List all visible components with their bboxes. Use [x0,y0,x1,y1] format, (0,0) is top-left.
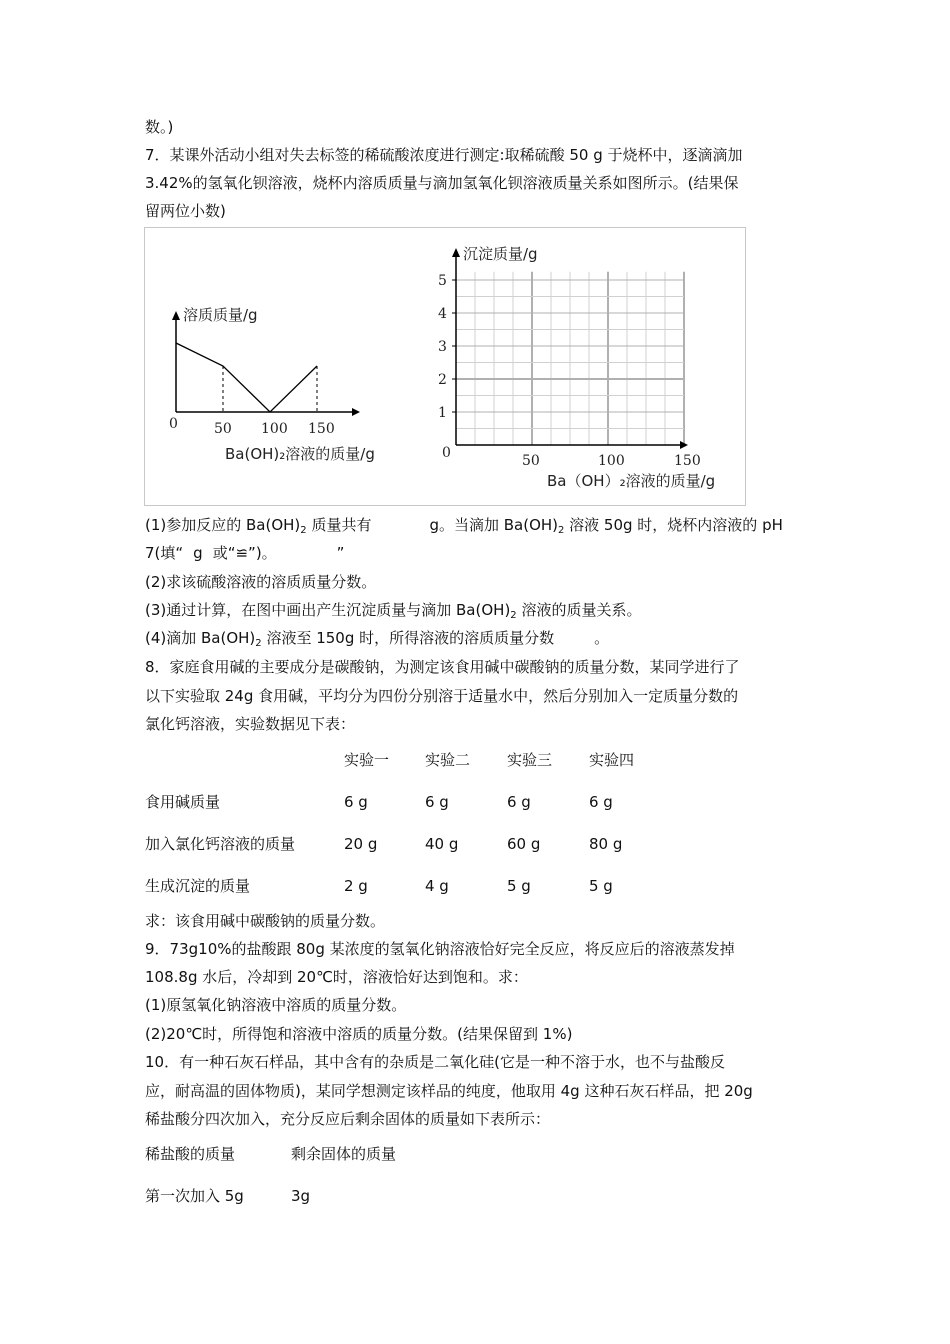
q10-line-3: 稀盐酸分四次加入，充分反应后剩余固体的质量如下表所示： [145,1110,551,1128]
q7-part1-text-e: 7(填“ [145,544,184,562]
left-xlabel: Ba(OH)₂溶液的质量/g [225,445,375,463]
q7-figure [144,227,746,506]
q7-part4 [145,628,609,654]
q8-cell: 80 g [589,835,623,853]
q9-part2: (2)20℃时，所得饱和溶液中溶质的质量分数。(结果保留到 1%) [145,1025,573,1043]
q7-part1-text-b: 质量共有 [306,516,372,534]
right-y-tick-label: 3 [438,339,447,355]
q8-cell: 6 g [589,793,613,811]
q7-part3 [145,600,641,626]
chart-precipitate-mass [438,245,715,490]
right-y-tick-label: 1 [438,405,447,421]
q7-part1-text-d: 溶液 50g 时，烧杯内溶液的 pH [564,516,783,534]
q7-line-3: 留两位小数) [145,202,226,220]
q10-line-1: 10．有一种石灰石样品，其中含有的杂质是二氧化硅(它是一种不溶于水，也不与盐酸反 [145,1053,725,1071]
left-y-arrow [172,311,180,320]
chart-solute-mass [169,306,375,463]
q7-part4-text-b: 溶液至 150g 时，所得溶液的溶质质量分数 [261,629,555,647]
q8-cell: 40 g [425,835,459,853]
q7-part1-line2 [145,543,344,563]
q10-row-label: 第一次加入 5g [145,1187,244,1205]
left-x-tick-label: 50 [214,421,232,437]
q7-part4-text-c: 。 [594,629,610,647]
right-y-tick-label: 2 [438,372,447,388]
right-ylabel: 沉淀质量/g [463,245,538,263]
q8-ask: 求：该食用碱中碳酸钠的质量分数。 [145,912,386,930]
q7-part1-text-g: 或“≌”)。 [212,544,277,562]
q8-row-label: 加入氯化钙溶液的质量 [145,835,296,853]
q8-header-1: 实验一 [344,751,390,769]
q9-line-2: 108.8g 水后，冷却到 20℃时，溶液恰好达到饱和。求： [145,968,528,986]
q7-part1-text-c: g。当滴加 Ba(OH) [429,516,559,534]
subscript-2: 2 [510,610,517,621]
q8-cell: 6 g [507,793,531,811]
left-origin-label: 0 [169,416,178,432]
q8-cell: 5 g [589,877,613,895]
q8-cell: 2 g [344,877,368,895]
subscript-2: 2 [300,525,307,536]
prev-question-end: 数。) [145,118,174,136]
subscript-2: 2 [558,525,565,536]
q7-part1-text-h: ” [336,544,345,562]
q9-line-1: 9．73g10%的盐酸跟 80g 某浓度的氢氧化钠溶液恰好完全反应，将反应后的溶液蒸发掉 [145,940,735,958]
q8-row-label: 食用碱质量 [145,793,221,811]
q8-cell: 5 g [507,877,531,895]
q7-part3-text-a: (3)通过计算，在图中画出产生沉淀质量与滴加 Ba(OH) [145,601,511,619]
q8-line-1: 8．家庭食用碱的主要成分是碳酸钠，为测定该食用碱中碳酸钠的质量分数，某同学进行了 [145,658,740,676]
q10-line-2: 应，耐高温的固体物质)，某同学想测定该样品的纯度，他取用 4g 这种石灰石样品，把 20g [145,1082,753,1100]
q8-cell: 6 g [425,793,449,811]
left-x-arrow [352,408,360,416]
q8-cell: 6 g [344,793,368,811]
right-y-tick-label: 4 [438,306,447,322]
q7-part2: (2)求该硫酸溶液的溶质质量分数。 [145,573,377,591]
q10-cell: 3g [291,1187,311,1205]
right-x-tick-label: 50 [522,453,540,469]
q7-part1-text-f: g [193,544,203,562]
q8-row-label: 生成沉淀的质量 [145,877,251,895]
subscript-2: 2 [255,638,262,649]
q10-header-1: 稀盐酸的质量 [145,1145,236,1163]
left-ylabel: 溶质质量/g [183,306,258,324]
q9-part1: (1)原氢氧化钠溶液中溶质的质量分数。 [145,996,407,1014]
q7-part3-text-b: 溶液的质量关系。 [516,601,642,619]
left-x-tick-label: 150 [308,421,335,437]
right-y-tick-label: 5 [438,273,447,289]
q8-cell: 60 g [507,835,541,853]
q7-line-1: 7．某课外活动小组对失去标签的稀硫酸浓度进行测定:取稀硫酸 50 g 于烧杯中，逐滴滴加 [145,146,743,164]
q7-part1-text-a: (1)参加反应的 Ba(OH) [145,516,301,534]
q7-figure-svg [145,228,747,507]
right-origin-label: 0 [442,445,451,461]
q8-line-3: 氯化钙溶液，实验数据见下表： [145,715,356,733]
q8-cell: 4 g [425,877,449,895]
q7-part4-text-a: (4)滴加 Ba(OH) [145,629,256,647]
right-x-tick-label: 150 [674,453,701,469]
q8-header-2: 实验二 [425,751,471,769]
right-xlabel: Ba（OH）₂溶液的质量/g [547,472,716,490]
left-series-line [176,343,317,412]
q7-line-2: 3.42%的氢氧化钡溶液，烧杯内溶质质量与滴加氢氧化钡溶液质量关系如图所示。(结果保 [145,174,739,192]
right-y-arrow [452,248,460,257]
q7-part1-line1 [145,515,783,541]
q8-line-2: 以下实验取 24g 食用碱，平均分为四份分别溶于适量水中，然后分别加入一定质量分数的 [145,687,739,705]
q8-cell: 20 g [344,835,378,853]
q8-header-3: 实验三 [507,751,553,769]
q10-header-2: 剩余固体的质量 [291,1145,397,1163]
right-x-tick-label: 100 [598,453,625,469]
q8-header-4: 实验四 [589,751,635,769]
left-x-tick-label: 100 [261,421,288,437]
